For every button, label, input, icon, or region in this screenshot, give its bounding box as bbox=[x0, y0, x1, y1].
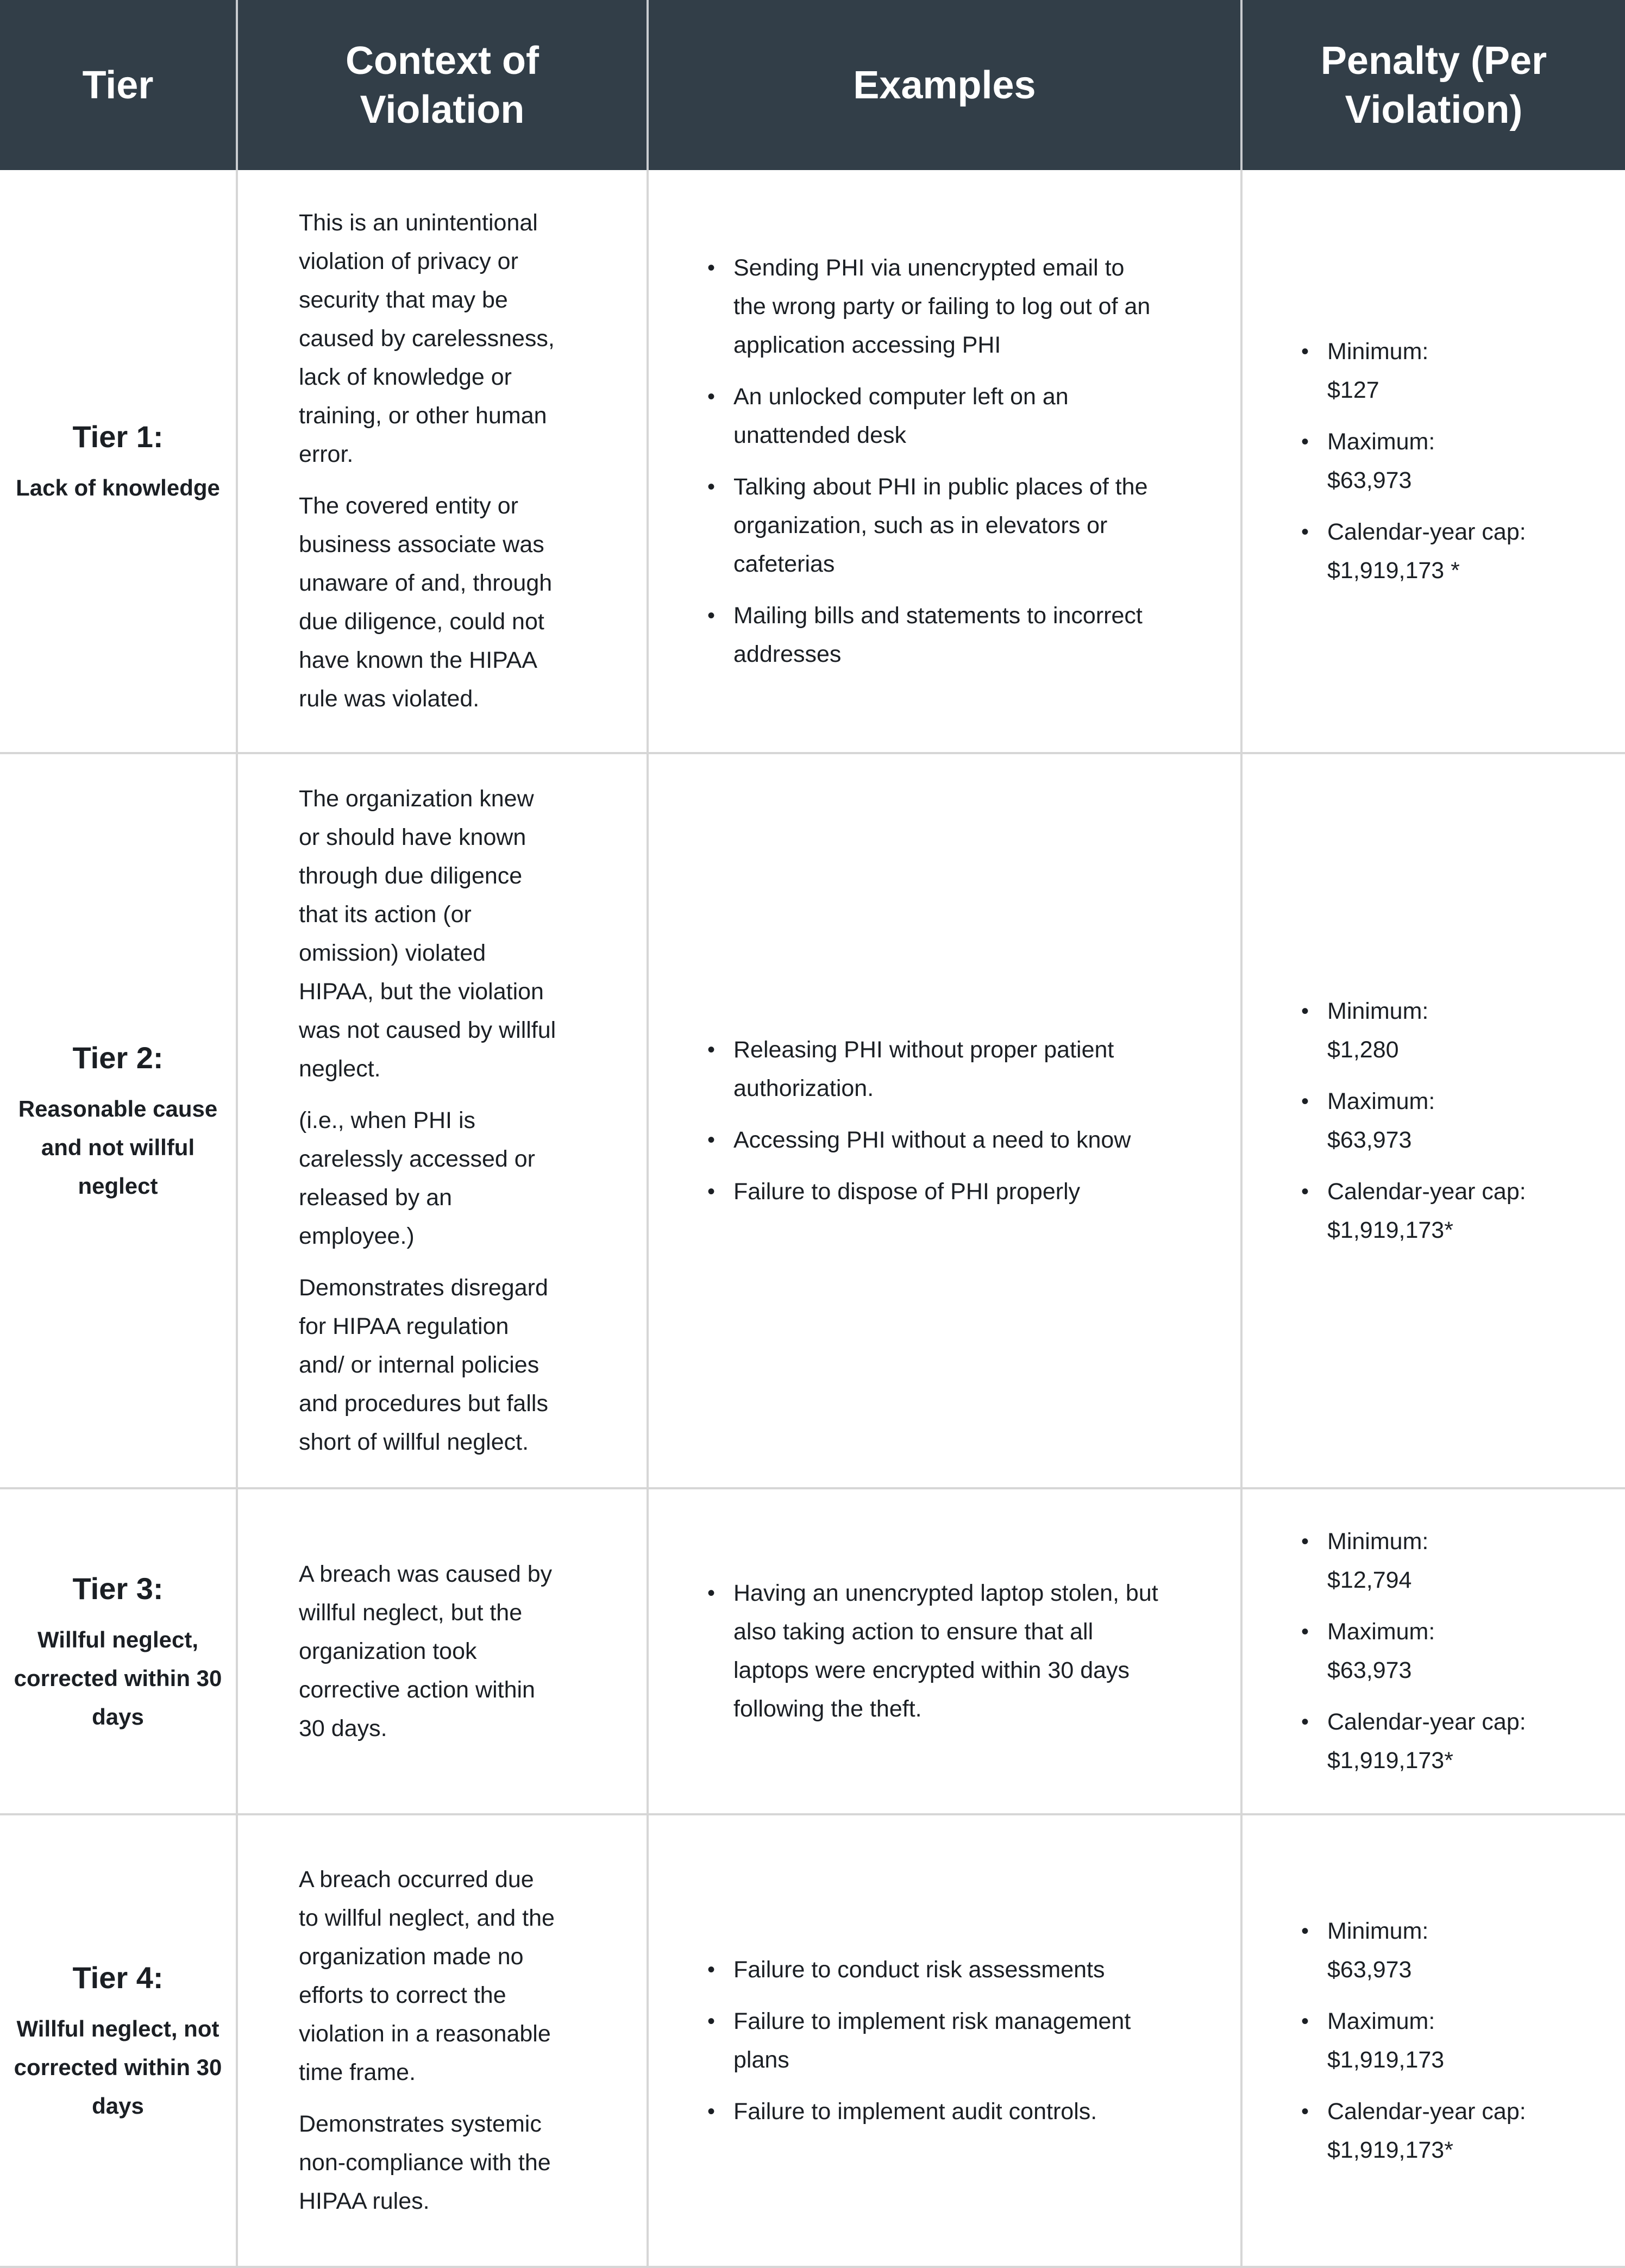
penalty-label: • Maximum: bbox=[1327, 428, 1435, 455]
header-row bbox=[0, 0, 1625, 170]
example-item: • Sending PHI via unencrypted email to the wrong party or failing to log out of an application accessing PHI bbox=[707, 249, 1159, 365]
examples-cell bbox=[648, 1814, 1241, 2267]
penalty-item bbox=[1301, 423, 1592, 500]
penalty-item bbox=[1301, 1523, 1592, 1600]
context-paragraph: The covered entity or business associate was unaware of and, through due diligence, could not have known the HIPAA rule was violated. bbox=[299, 493, 553, 712]
tier-subtitle: Willful neglect, corrected within 30 days bbox=[14, 1626, 222, 1730]
example-item: • Accessing PHI without a need to know bbox=[707, 1121, 1159, 1160]
examples-list bbox=[707, 1574, 1159, 1728]
penalty-cell bbox=[1241, 170, 1625, 753]
penalty-item bbox=[1301, 1082, 1592, 1160]
table-header bbox=[0, 0, 1625, 170]
context-paragraph: (i.e., when PHI is carelessly accessed or released by an employee.) bbox=[299, 1107, 535, 1249]
penalty-label: • Calendar-year cap: bbox=[1327, 518, 1526, 545]
penalty-cell bbox=[1241, 1814, 1625, 2267]
tier-cell bbox=[0, 170, 237, 753]
tier-title: Tier 4: bbox=[72, 1960, 164, 1995]
penalty-value: $1,280 bbox=[1327, 1036, 1399, 1063]
context-cell bbox=[237, 170, 648, 753]
context-paragraph: This is an unintentional violation of privacy or security that may be caused by carelessness, lack of knowledge or training, or other human error. bbox=[299, 210, 555, 467]
examples-list bbox=[707, 1031, 1159, 1211]
penalty-value: $1,919,173 bbox=[1327, 2046, 1445, 2073]
context-paragraph: The organization knew or should have known through due diligence that its action (or omission) violated HIPAA, but the violation was not caused by willful neglect. bbox=[299, 786, 556, 1082]
penalty-list bbox=[1301, 333, 1592, 590]
penalty-label: • Maximum: bbox=[1327, 1619, 1435, 1645]
context-cell bbox=[237, 1488, 648, 1814]
tier-subtitle: Willful neglect, not corrected within 30 days bbox=[14, 2016, 222, 2119]
examples-list bbox=[707, 1951, 1159, 2131]
tier-subtitle: Reasonable cause and not willful neglect bbox=[18, 1096, 218, 1199]
example-item: • Failure to dispose of PHI properly bbox=[707, 1173, 1159, 1211]
example-item: • Failure to implement risk management plans bbox=[707, 2002, 1159, 2079]
table-body bbox=[0, 170, 1625, 2267]
tier-title: Tier 2: bbox=[72, 1041, 164, 1075]
tier-title: Tier 3: bbox=[72, 1571, 164, 1606]
penalty-label: • Calendar-year cap: bbox=[1327, 1178, 1526, 1205]
penalty-label: • Calendar-year cap: bbox=[1327, 2098, 1526, 2125]
penalty-value: $1,919,173* bbox=[1327, 2137, 1453, 2163]
penalty-item bbox=[1301, 2002, 1592, 2079]
penalty-value: $12,794 bbox=[1327, 1567, 1412, 1593]
context-paragraph: A breach occurred due to willful neglect, and the organization made no efforts to correct the violation in a reasonable time frame. bbox=[299, 1866, 555, 2085]
header-examples: Examples bbox=[648, 0, 1241, 170]
penalty-value: $63,973 bbox=[1327, 467, 1412, 493]
penalty-item bbox=[1301, 2092, 1592, 2170]
header-penalty: Penalty (Per Violation) bbox=[1241, 0, 1625, 170]
penalty-value: $1,919,173 * bbox=[1327, 557, 1460, 584]
penalty-label: • Maximum: bbox=[1327, 2008, 1435, 2034]
penalty-cell bbox=[1241, 1488, 1625, 1814]
penalty-item bbox=[1301, 1703, 1592, 1780]
context-paragraph: Demonstrates systemic non-compliance with the HIPAA rules. bbox=[299, 2111, 551, 2214]
penalty-value: $63,973 bbox=[1327, 1657, 1412, 1683]
context-cell bbox=[237, 1814, 648, 2267]
table-row bbox=[0, 1814, 1625, 2267]
tier-cell bbox=[0, 753, 237, 1488]
table-row bbox=[0, 753, 1625, 1488]
example-item: • Failure to implement audit controls. bbox=[707, 2092, 1159, 2131]
example-item: • Mailing bills and statements to incorrect addresses bbox=[707, 597, 1159, 674]
penalty-cell bbox=[1241, 753, 1625, 1488]
penalty-value: $63,973 bbox=[1327, 1126, 1412, 1153]
penalty-label: • Minimum: bbox=[1327, 998, 1429, 1024]
examples-cell bbox=[648, 1488, 1241, 1814]
context-paragraph: Demonstrates disregard for HIPAA regulation and/ or internal policies and procedures but falls short of willful neglect. bbox=[299, 1275, 548, 1455]
tier-title: Tier 1: bbox=[72, 419, 164, 454]
penalty-item bbox=[1301, 1912, 1592, 1989]
penalty-list bbox=[1301, 992, 1592, 1250]
header-tier: Tier bbox=[0, 0, 237, 170]
example-item: • Talking about PHI in public places of the organization, such as in elevators or cafeterias bbox=[707, 468, 1159, 584]
examples-cell bbox=[648, 753, 1241, 1488]
examples-cell bbox=[648, 170, 1241, 753]
penalty-item bbox=[1301, 333, 1592, 410]
penalty-item bbox=[1301, 1613, 1592, 1690]
penalty-list bbox=[1301, 1523, 1592, 1780]
penalty-item bbox=[1301, 513, 1592, 590]
penalty-list bbox=[1301, 1912, 1592, 2170]
penalty-label: • Maximum: bbox=[1327, 1088, 1435, 1114]
penalty-label: • Calendar-year cap: bbox=[1327, 1709, 1526, 1735]
table-row bbox=[0, 170, 1625, 753]
tier-subtitle: Lack of knowledge bbox=[16, 475, 220, 500]
example-item: • An unlocked computer left on an unattended desk bbox=[707, 378, 1159, 455]
tier-cell bbox=[0, 1814, 237, 2267]
penalty-item bbox=[1301, 1173, 1592, 1250]
example-item: • Failure to conduct risk assessments bbox=[707, 1951, 1159, 1989]
examples-list bbox=[707, 249, 1159, 674]
penalty-value: $1,919,173* bbox=[1327, 1217, 1453, 1243]
penalty-label: • Minimum: bbox=[1327, 1918, 1429, 1944]
penalty-value: $1,919,173* bbox=[1327, 1747, 1453, 1774]
context-paragraph: A breach was caused by willful neglect, but the organization took corrective action within 30 days. bbox=[299, 1561, 553, 1741]
example-item: • Releasing PHI without proper patient authorization. bbox=[707, 1031, 1159, 1108]
penalty-value: $127 bbox=[1327, 377, 1379, 403]
tier-cell bbox=[0, 1488, 237, 1814]
penalty-item bbox=[1301, 992, 1592, 1069]
context-cell bbox=[237, 753, 648, 1488]
example-item: • Having an unencrypted laptop stolen, but also taking action to ensure that all laptops were encrypted within 30 days following the theft. bbox=[707, 1574, 1159, 1728]
table-row bbox=[0, 1488, 1625, 1814]
penalty-label: • Minimum: bbox=[1327, 1528, 1429, 1555]
penalty-label: • Minimum: bbox=[1327, 338, 1429, 365]
penalty-value: $63,973 bbox=[1327, 1956, 1412, 1983]
header-context: Context of Violation bbox=[237, 0, 648, 170]
